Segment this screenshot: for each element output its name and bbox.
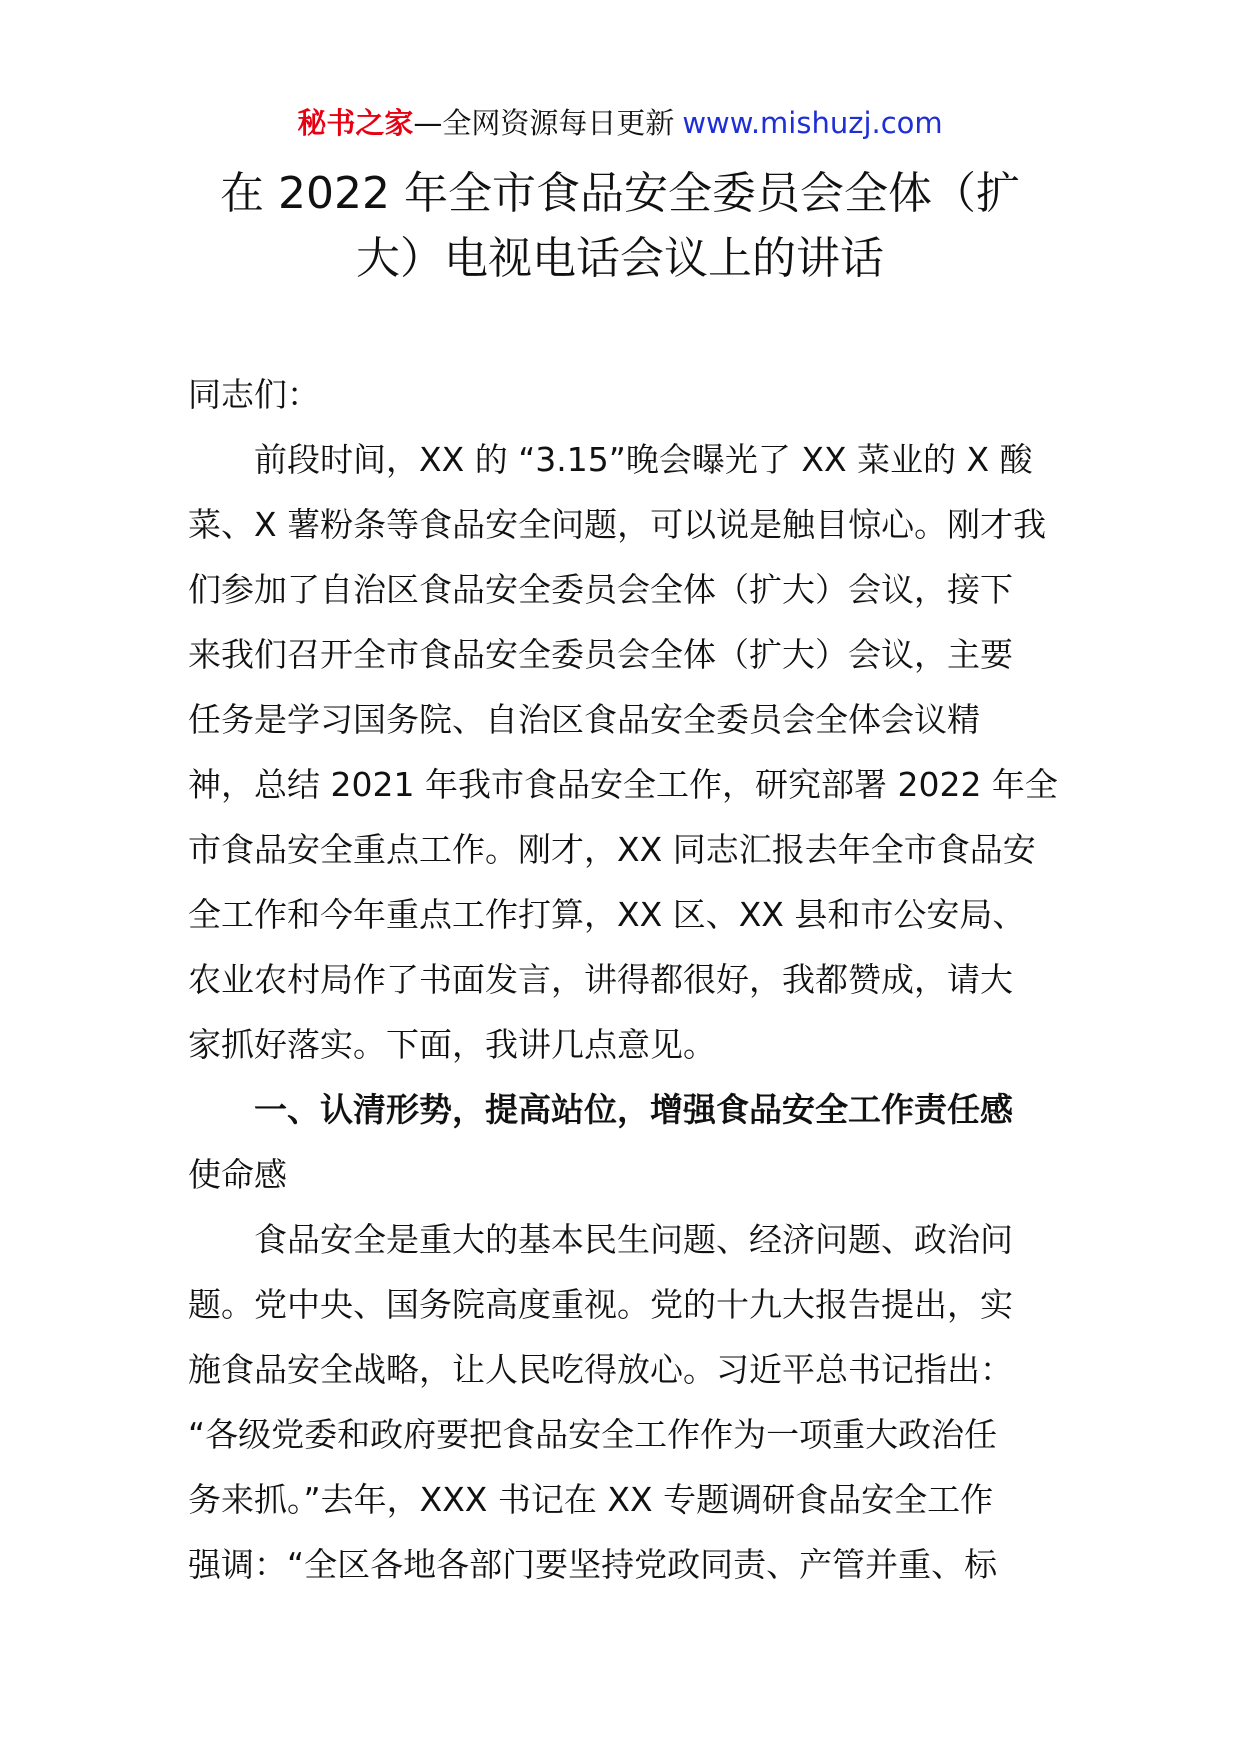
body-line: 前段时间，XX 的 “3.15”晚会曝光了 XX 菜业的 X 酸 xyxy=(254,440,1033,479)
body-line: 菜、X 薯粉条等食品安全问题，可以说是触目惊心。刚才我 xyxy=(188,505,1047,544)
body-line: 施食品安全战略，让人民吃得放心。习近平总书记指出： xyxy=(188,1350,1013,1389)
section-heading: 一、认清形势，提高站位，增强食品安全工作责任感 xyxy=(254,1090,1013,1129)
body-line: “各级党委和政府要把食品安全工作作为一项重大政治任 xyxy=(188,1415,998,1454)
body-line: 家抓好落实。下面，我讲几点意见。 xyxy=(188,1025,716,1064)
document-body xyxy=(188,362,1058,1597)
body-line: 务来抓。”去年，XXX 书记在 XX 专题调研食品安全工作 xyxy=(188,1480,994,1519)
document-title-line-2: 大）电视电话会议上的讲话 xyxy=(356,233,884,284)
body-line: 强调：“全区各地各部门要坚持党政同责、产管并重、标 xyxy=(188,1545,998,1584)
body-line: 全工作和今年重点工作打算，XX 区、XX 县和市公安局、 xyxy=(188,895,1026,934)
body-line: 食品安全是重大的基本民生问题、经济问题、政治问 xyxy=(254,1220,1013,1259)
body-line: 农业农村局作了书面发言，讲得都很好，我都赞成，请大 xyxy=(188,960,1013,999)
site-url-link[interactable]: www.mishuzj.com xyxy=(682,106,943,140)
brand-name: 秘书之家 xyxy=(297,106,414,140)
body-line: 神，总结 2021 年我市食品安全工作，研究部署 2022 年全 xyxy=(188,765,1058,804)
salutation: 同志们： xyxy=(188,375,320,414)
body-line: 任务是学习国务院、自治区食品安全委员会全体会议精 xyxy=(188,700,980,739)
body-line: 们参加了自治区食品安全委员会全体（扩大）会议，接下 xyxy=(188,570,1013,609)
body-line: 来我们召开全市食品安全委员会全体（扩大）会议，主要 xyxy=(188,635,1013,674)
body-line: 题。党中央、国务院高度重视。党的十九大报告提出，实 xyxy=(188,1285,1013,1324)
body-line: 市食品安全重点工作。刚才，XX 同志汇报去年全市食品安 xyxy=(188,830,1036,869)
document-title-line-1: 在 2022 年全市食品安全委员会全体（扩 xyxy=(220,168,1020,219)
section-heading-continued: 使命感 xyxy=(188,1155,287,1194)
header-tagline: —全网资源每日更新 xyxy=(413,106,675,140)
site-header xyxy=(0,103,1240,143)
